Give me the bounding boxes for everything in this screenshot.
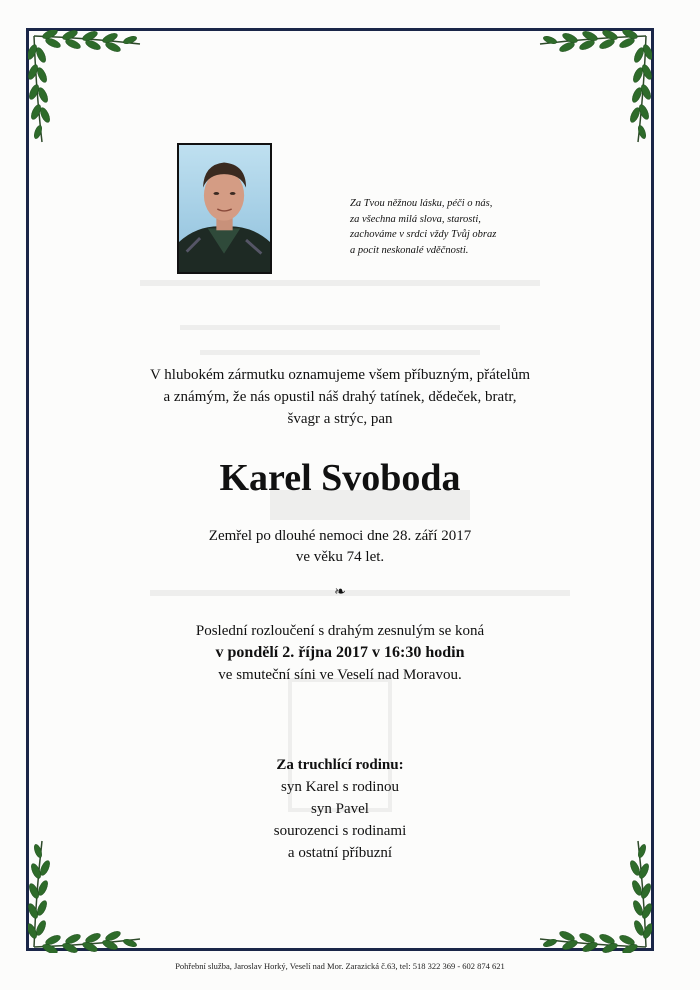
poem-line: za všechna milá slova, starosti, [350, 213, 481, 225]
funeral-datetime: v pondělí 2. října 2017 v 16:30 hodin [215, 644, 465, 661]
age-line: ve věku 74 let. [295, 549, 385, 565]
poem-line: a pocit neskonalé vděčnosti. [350, 244, 469, 256]
family-heading: Za truchlící rodinu: [276, 757, 404, 773]
intro-line: švagr a strýc, pan [287, 411, 393, 427]
funeral-location: ve smuteční síni ve Veselí nad Moravou. [218, 667, 462, 683]
funeral-service-footer: Pohřební služba, Jaroslav Horký, Veselí nad Mor. Zarazická č.63, tel: 518 322 369 - 602 874 621 [175, 961, 505, 971]
family-member: sourozenci s rodinami [273, 823, 407, 839]
funeral-info [40, 620, 640, 686]
memorial-poem [350, 196, 570, 258]
family-member: syn Karel s rodinou [281, 779, 399, 795]
family-member: syn Pavel [311, 801, 369, 817]
mourning-family [40, 754, 640, 864]
corner-leaf-ornament-top-left [28, 30, 148, 150]
announcement-intro [40, 364, 640, 430]
portrait-photo [177, 143, 272, 274]
death-info [40, 526, 640, 568]
poem-line: zachováme v srdci vždy Tvůj obraz [350, 229, 497, 240]
corner-leaf-ornament-top-right [532, 30, 652, 150]
ornament-divider-icon: ❧ [334, 585, 346, 600]
death-date-line: Zemřel po dlouhé nemoci dne 28. září 2017 [208, 528, 472, 544]
intro-line: V hlubokém zármutku oznamujeme všem příbuzným, přátelům [149, 367, 531, 383]
poem-line: Za Tvou něžnou lásku, péči o nás, [350, 198, 493, 209]
intro-line: a známým, že nás opustil náš drahý tatínek, dědeček, bratr, [163, 389, 517, 405]
family-member: a ostatní příbuzní [287, 845, 393, 861]
deceased-name: Karel Svoboda [219, 457, 461, 499]
funeral-intro-line: Poslední rozloučení s drahým zesnulým se koná [195, 623, 485, 639]
